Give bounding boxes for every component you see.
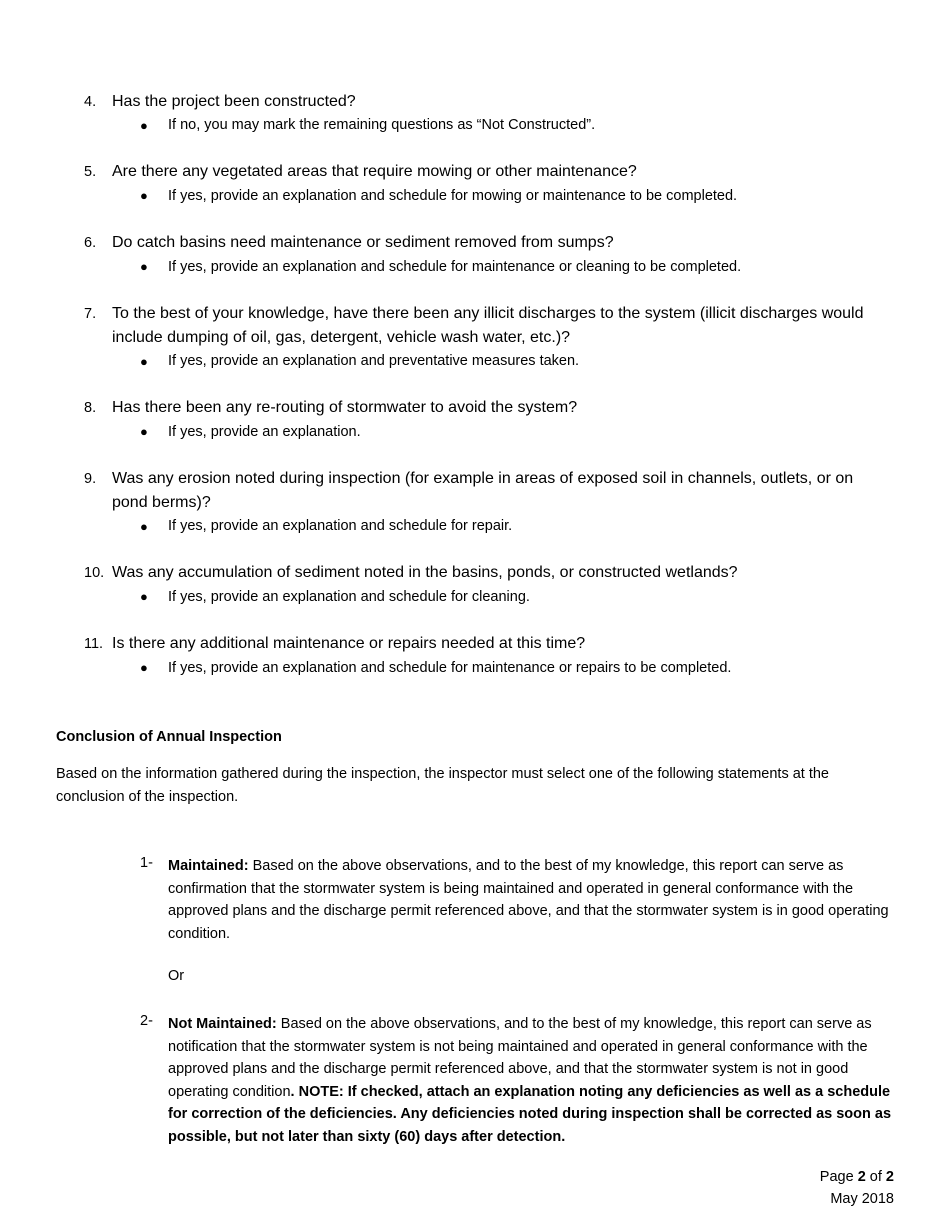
question-subtext: If no, you may mark the remaining questions as “Not Constructed”.	[168, 117, 596, 133]
question-text: Are there any vegetated areas that require mowing or other maintenance?	[112, 163, 637, 180]
bullet-icon: ●	[140, 660, 148, 675]
bullet-icon: ●	[140, 118, 148, 133]
bullet-icon: ●	[140, 519, 148, 534]
question-text: Was any erosion noted during inspection (for example in areas of exposed soil in channels, outlets, or on pond berms)?	[112, 470, 854, 511]
question-text: To the best of your knowledge, have there been any illicit discharges to the system (illicit discharges would include dumping of oil, gas, detergent, vehicle wash water, etc.)?	[112, 305, 864, 346]
bullet-icon: ●	[140, 424, 148, 439]
question-number: 8.	[84, 400, 97, 416]
statement-label: Maintained:	[168, 858, 249, 874]
statement-number: 2-	[140, 1013, 153, 1029]
question-text: Has the project been constructed?	[112, 93, 356, 110]
bullet-icon: ●	[140, 354, 148, 369]
question-text: Is there any additional maintenance or repairs needed at this time?	[112, 635, 586, 652]
question-number: 5.	[84, 164, 97, 180]
statement-body: Based on the above observations, and to the best of my knowledge, this report can serve as notification that the stormwater system is not being maintained and operated in general conformance with the approved plans and the discharge permit referenced above, and that the stormwater system is not in good operating condition	[168, 1016, 872, 1100]
statement-text	[168, 855, 893, 945]
question-subtext: If yes, provide an explanation.	[168, 424, 361, 440]
question-subtext: If yes, provide an explanation and schedule for repair.	[168, 518, 513, 534]
statement-text	[168, 1013, 893, 1148]
conclusion-intro: Based on the information gathered during the inspection, the inspector must select one of the following statements at the conclusion of the inspection.	[56, 766, 829, 805]
statement-label: Not Maintained:	[168, 1016, 277, 1032]
question-text: Do catch basins need maintenance or sediment removed from sumps?	[112, 234, 614, 251]
question-subtext: If yes, provide an explanation and schedule for maintenance or cleaning to be completed.	[168, 259, 742, 275]
question-subtext: If yes, provide an explanation and schedule for mowing or maintenance to be completed.	[168, 188, 738, 204]
question-number: 9.	[84, 471, 97, 487]
question-subtext: If yes, provide an explanation and preventative measures taken.	[168, 353, 580, 369]
question-number: 11.	[84, 636, 104, 652]
bullet-icon: ●	[140, 259, 148, 274]
question-number: 10.	[84, 565, 105, 581]
statement-note: . NOTE: If checked, attach an explanation noting any deficiencies as well as a schedule for correction of the deficiencies. Any deficiencies noted during inspection shall be corrected as soon as possible, but not later than sixty (60) days after detection.	[168, 1083, 892, 1145]
question-number: 4.	[84, 94, 97, 110]
section-heading: Conclusion of Annual Inspection	[56, 729, 282, 745]
footer-date: May 2018	[830, 1191, 894, 1207]
statement-number: 1-	[140, 855, 153, 871]
question-subtext: If yes, provide an explanation and schedule for cleaning.	[168, 589, 530, 605]
question-text: Has there been any re-routing of stormwater to avoid the system?	[112, 399, 578, 416]
question-text: Was any accumulation of sediment noted in the basins, ponds, or constructed wetlands?	[112, 564, 738, 581]
or-separator: Or	[168, 968, 185, 984]
bullet-icon: ●	[140, 589, 148, 604]
page-footer	[820, 1166, 894, 1210]
page-number: Page 2 of 2	[819, 1169, 894, 1185]
question-subtext: If yes, provide an explanation and schedule for maintenance or repairs to be completed.	[168, 660, 732, 676]
bullet-icon: ●	[140, 188, 148, 203]
statement-body: Based on the above observations, and to the best of my knowledge, this report can serve as confirmation that the stormwater system is being maintained and operated in general conformance with the approved plans and the discharge permit referenced above, and that the stormwater system is in good operating condition.	[168, 858, 889, 942]
question-number: 6.	[84, 235, 97, 251]
question-number: 7.	[84, 306, 97, 322]
